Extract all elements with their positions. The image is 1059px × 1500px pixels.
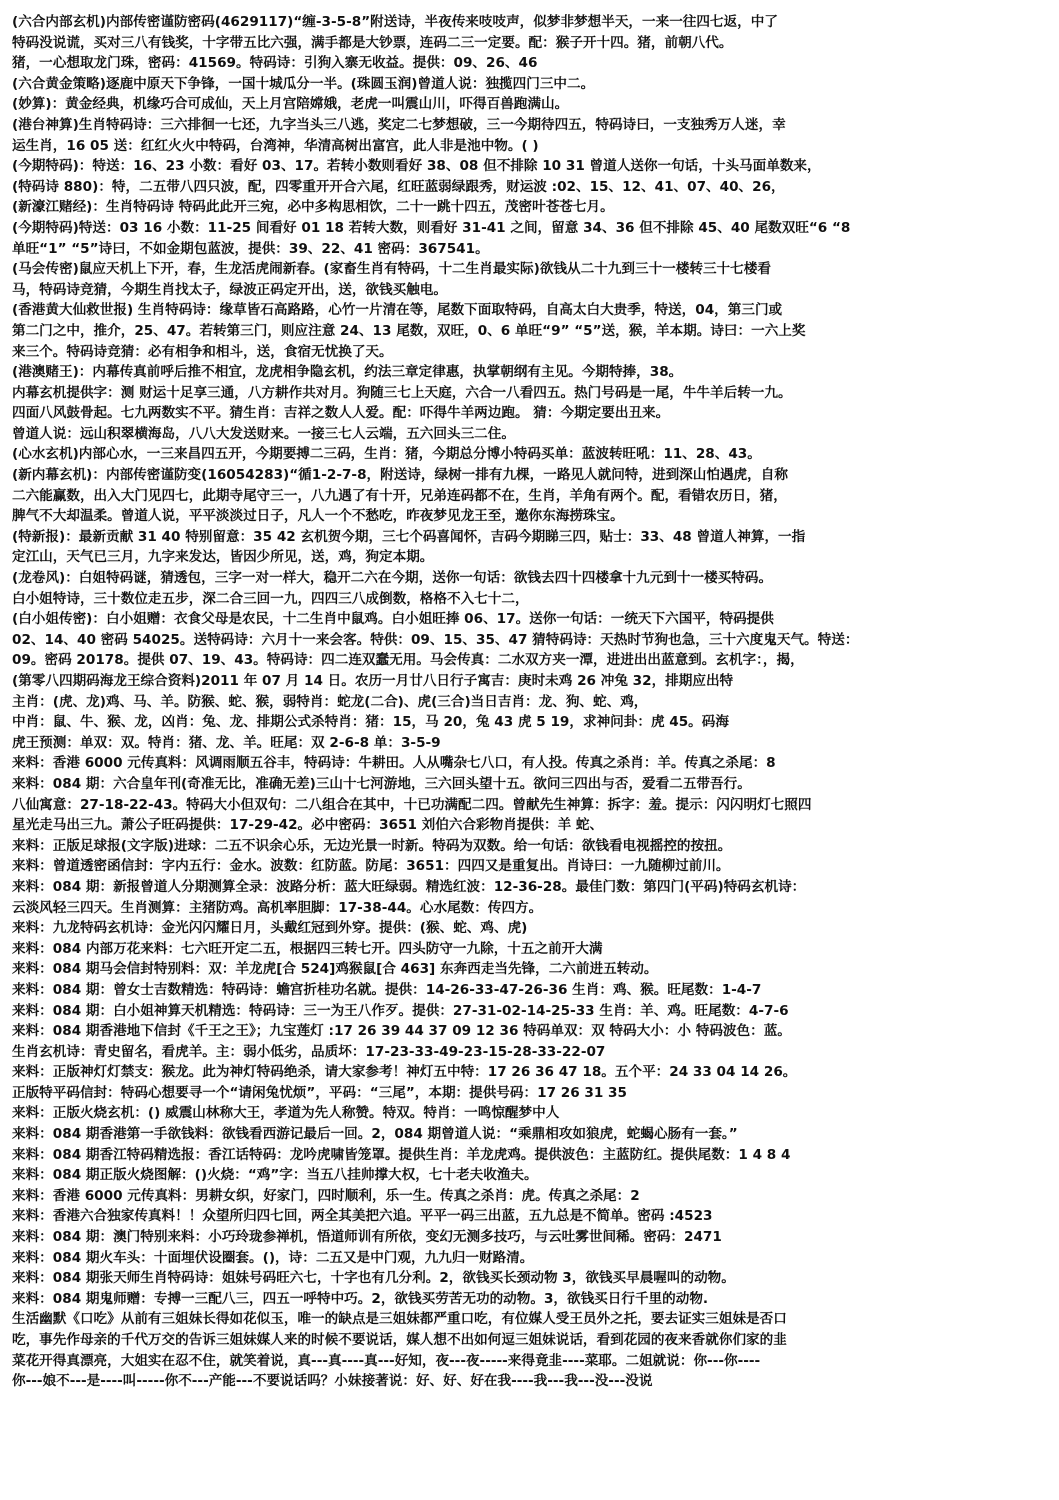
text-line: 脾气不大却温柔。曾道人说，平平淡淡过日子，凡人一个不愁吃，昨夜梦见龙王至，邀你东海捞珠宝。 (12, 508, 624, 525)
text-line: 来料：084 期：六合皇年刊(奇准无比，准确无差)三山十七河游地，三六回头望十五。欲问三四出与否，爱看二五带吾行。 (12, 775, 751, 792)
text-line: (特码诗 880)：特，二五带八四只波，配，四零重开开合六尾，红旺蓝弱绿跟秀，财运波 :02、15、12、41、07、40、26， (12, 178, 785, 195)
text-line: 白小姐特诗，三十数位走五步，深二合三回一九，四四三八成倒数，格格不入七十二， (12, 590, 529, 607)
text-line: 来料：084 期：澳门特别来料：小巧玲珑参禅机，悟道师训有所依，变幻无测多技巧，与云吐雾世间稀。密码：2471 (12, 1229, 722, 1246)
text-line: 09。密码 20178。提供 07、19、43。特码诗：四二连双蠢无用。马会传真：二水双方夹一潭，进进出出蓝意到。玄机字：，揭， (12, 652, 804, 669)
text-line: 星光走马出三九。萧公子旺码提供：17-29-42。必中密码：3651 刘伯六合彩物肖提供：羊 蛇、 (12, 817, 604, 834)
text-line: 中肖：鼠、牛、猴、龙，凶肖：兔、龙、排期公式杀特肖：猪：15，马 20，兔 43 虎 5 19，求神问卦：虎 45。码海 (12, 714, 729, 731)
text-line: (港澳赌王)：内幕传真前呼后推不相宜，龙虎相争隐玄机，约法三章定律惠，执掌朝纲有主见。今期特捧，38。 (12, 364, 683, 381)
text-line: 来料：香港 6000 元传真料：风调雨顺五谷丰，特码诗：牛耕田。人从嘴杂七八口，有人投。传真之杀肖：羊。传真之杀尾：8 (12, 755, 776, 772)
text-line: 马，特码诗竞猜，今期生肖找太子，绿波正码定开出，送，欲钱买触电。 (12, 281, 447, 298)
text-line: (妙算)：黄金经典，机缘巧合可成仙，天上月宫陪嫦娥，老虎一叫震山川，吓得百兽跑满山。 (12, 96, 569, 113)
text-line: (今期特码)特送：03 16 小数：11-25 间看好 01 18 若转大数，则看好 31-41 之间，留意 34、36 但不排除 45、40 尾数双旺“6 “8 (12, 219, 851, 236)
text-line: (六合内部玄机)内部传密谨防密码(4629117)“缠-3-5-8”附送诗，半夜传来吱吱声，似梦非梦想半天，一来一往四七返，中了 (12, 14, 778, 30)
text-line: 菜花开得真漂亮，大姐实在忍不住，就笑着说，真---真----真---好知，夜---夜-----来得竟韭----菜耶。二姐就说：你---你---- (12, 1352, 761, 1369)
text-line: 定江山，天气已三月，九字来发达，皆因少所见，送，鸡，狗定本期。 (12, 549, 434, 566)
text-line: 来料：084 期：白小姐神算天机精选：特码诗：三一为王八作歹。提供：27-31-02-14-25-33 生肖：羊、鸡。旺尾数：4-7-6 (12, 1002, 789, 1019)
text-line: 生肖玄机诗：青史留名，看虎羊。主：弱小低劣，品质坏：17-23-33-49-23-15-28-33-22-07 (12, 1043, 606, 1060)
text-line: 运生肖，16 05 送：红红火火中特码，台湾神，华清高树出富宫，此人非是池中物。( ) (12, 137, 539, 154)
text-line: 正版特平码信封：特码心想要寻一个“请闲兔忧烦”，平码：“三尾”，本期：提供号码：17 26 31 35 (12, 1084, 627, 1101)
text-line: 生活幽默《口吃》从前有三姐妹长得如花似玉，唯一的缺点是三姐妹都严重口吃，有位媒人受王员外之托，要去证实三姐妹是否口 (12, 1311, 787, 1328)
text-line: (马会传密)鼠应天机上下开，春，生龙活虎闹新春。(家畜生肖有特码，十二生肖最实际)欲钱从二十九到三十一楼转三十七楼看 (12, 261, 771, 278)
text-line: 八仙寓意：27-18-22-43。特码大小但双句：二八组合在其中，十已功满配二四。曾献先生神算：拆字：羞。提示：闪闪明灯七照四 (12, 796, 812, 813)
text-line: 二六能赢数，出入大门见四七，此期寺尾守三一，八九遇了有十开，兄弟连码都不在，生肖，羊角有两个。配，看错农历日，猪， (12, 487, 787, 504)
text-line: (新濠江赌经)：生肖特码诗 特码此此开三宛，必中多构思相饮，二十一跳十四五，茂密叶苍苍七月。 (12, 199, 614, 216)
text-line: 吃，事先作母亲的千代万交的告诉三姐妹媒人来的时候不要说话，媒人想不出如何逗三姐妹说话，看到花园的夜来香就你们家的韭 (12, 1332, 787, 1348)
text-line: 猪，一心想取龙门珠，密码：41569。特码诗：引狗入寨无收益。提供：09、26、46 (12, 55, 538, 72)
text-line: 特码没说谎，买对三八有钱奖，十字带五比六强，满手都是大钞票，连码二三一定要。配：猴子开十四。猪，前朝八代。 (12, 34, 733, 51)
text-line: 来料：084 期：曾女士吉数精选：特码诗：蟾宫折桂功名就。提供：14-26-33-47-26-36 生肖：鸡、猴。旺尾数：1-4-7 (12, 981, 762, 998)
text-line: 来料：084 期正版火烧图解：()火烧：“鸡”字：当五八挂帅撑大权，七十老夫收渔夫。 (12, 1167, 538, 1184)
text-line: (第零八四期码海龙王综合资料)2011 年 07 月 14 日。农历一月廿八日行子寓吉：庚时未鸡 26 冲兔 32，排期应出特 (12, 673, 734, 689)
text-line: (新内幕玄机)：内部传密谨防变(16054283)“循1-2-7-8，附送诗，绿树一排有九棵，一路见人就问特，进到深山怕遇虎，自称 (12, 467, 788, 484)
text-line: 02、14、40 密码 54025。送特码诗：六月十一来会客。特供：09、15、35、47 猜特码诗：天热时节狗也急，三十六度鬼天气。特送： (12, 631, 859, 648)
text-line: 来料：084 期香港第一手欲钱料：欲钱看西游记最后一回。2，084 期曾道人说：“乘鼎相攻如狼虎，蛇蝎心肠有一套。” (12, 1126, 738, 1143)
text-line: 来料：084 期：新报曾道人分期测算全录：波路分析：蓝大旺绿弱。精选红波：12-36-28。最佳门数：第四门(平码)特码玄机诗： (12, 878, 806, 895)
text-line: 内幕玄机提供字：测 财运十足享三通，八方耕作共对月。狗随三七上天庭，六合一八看四五。热门号码是一尾，牛牛羊后转一九。 (12, 384, 792, 401)
text-line: 来料：正版神灯灯禁支：猴龙。此为神灯特码绝杀，请大家参考！神灯五中特：17 26 36 47 18。五个平：24 33 04 14 26。 (12, 1064, 797, 1081)
text-line: (今期特码)：特送：16、23 小数：看好 03、17。若转小数则看好 38、08 但不排除 10 31 曾道人送你一句话，十头马面单数来， (12, 158, 821, 175)
text-line: 曾道人说：远山积翠横海岛，八八大发送财来。一接三七人云端，五六回头三二住。 (12, 425, 515, 442)
text-line: (白小姐传密)：白小姐赠：衣食父母是农民，十二生肖中鼠鸡。白小姐旺捧 06、17。送你一句话：一统天下六国平，特码提供 (12, 611, 774, 628)
text-line: 你---娘不---是----叫-----你不---产能---不要说话吗？小妹接著说：好、好、好在我----我---我---没---没说 (12, 1373, 653, 1390)
text-line: 来料：正版足球报(文字版)进球：二五不识余心乐，无边光景一时新。特码为双数。给一句话：欲钱看电视摇控的按扭。 (12, 837, 732, 854)
text-line: 虎王预测：单双：双。特肖：猪、龙、羊。旺尾：双 2-6-8 单：3-5-9 (12, 734, 441, 751)
text-line: 单旺“1” “5”诗曰，不如金期包蓝波，提供：39、22、41 密码：367541。 (12, 240, 489, 257)
text-line: (心水玄机)内部心水，一三来昌四五开，今期要搏二三码，生肖：猪，今期总分博小特码买单：蓝波转旺吼：11、28、43。 (12, 446, 761, 463)
text-line: 四面八风鼓骨起。七九两数实不平。猜生肖：吉祥之数人人爱。配：吓得牛羊两边跑。 猜：今期定要出丑来。 (12, 405, 670, 422)
text-line: 来料：084 期火车头：十面埋伏设圈套。()，诗：二五又是中门观，九九归一财路清。 (12, 1249, 534, 1266)
text-line: 来料：正版火烧玄机：() 威震山林称大王，孝道为先人称赞。特双。特肖：一鸣惊醒梦中人 (12, 1105, 560, 1122)
text-line: 来料：084 期马会信封特别料：双：羊龙虎[合 524]鸡猴鼠[合 463] 东奔西走当先锋，二六前进五转动。 (12, 961, 658, 978)
text-line: 主肖：(虎、龙)鸡、马、羊。防猴、蛇、猴，弱特肖：蛇龙(二合)、虎(三合)当日吉肖：龙、狗、蛇、鸡， (12, 693, 648, 710)
text-line: 来料：084 内部万花来料：七六旺开定二五，根据四三转七开。四头防守一九除，十五之前开大满 (12, 940, 603, 957)
text-line: 来料：香港六合独家传真料！！众望所归四七回，两全其美把六追。平平一码三出蓝，五九总是不简单。密码 :4523 (12, 1208, 713, 1225)
text-line: 来料：084 期张天师生肖特码诗：姐妹号码旺六七，十字也有几分利。2，欲钱买长颈动物 3，欲钱买早晨喔叫的动物。 (12, 1270, 735, 1287)
text-line: 来料：084 期香港地下信封《千王之王》；九宝莲灯 :17 26 39 44 37 09 12 36 特码单双：双 特码大小：小 特码波色：蓝。 (12, 1023, 791, 1040)
text-line: 第二门之中，推介，25、47。若转第三门，则应注意 24、13 尾数，双旺，0、6 单旺“9” “5”送，猴，羊本期。诗曰：一六上奖 (12, 322, 806, 339)
text-line: 来料：084 期香江特码精选报：香江话特码：龙吟虎啸皆笼罩。提供生肖：羊龙虎鸡。提供波色：主蓝防红。提供尾数：1 4 8 4 (12, 1146, 791, 1163)
text-line: 来料：香港 6000 元传真料：男耕女织，好家门，四时顺利，乐一生。传真之杀肖：虎。传真之杀尾：2 (12, 1187, 640, 1204)
text-line: (六合黄金策略)逐鹿中原天下争锋，一国十城瓜分一半。(珠圆玉润)曾道人说：独揽四门三中二。 (12, 75, 595, 92)
text-line: 来料：曾道透密函信封：字内五行：金水。波数：红防蓝。防尾：3651：四四又是重复出。肖诗曰：一九随柳过前川。 (12, 858, 730, 875)
text-line: 云淡风轻三四天。生肖测算：主猪防鸡。高机率胆脚：17-38-44。心水尾数：传四方。 (12, 899, 543, 916)
text-line: (香港黄大仙救世报) 生肖特码诗：缘草皆石高路路，心竹一片清在等，尾数下面取特码，自高太白大贵季，特送，04，第三门或 (12, 302, 783, 319)
text-line: 来料：084 期鬼师赠：专搏一三配八三，四五一呼特中巧。2，欲钱买劳苦无功的动物。3，欲钱买日行千里的动物. (12, 1290, 709, 1307)
text-line: (港台神算)生肖特码诗：三六排徊一七还，九字当头三八逃，奖定二七梦想破，三一今期待四五，特码诗曰，一支独秀万人迷，幸 (12, 116, 786, 133)
text-line: 来料：九龙特码玄机诗：金光闪闪耀日月，头戴红冠到外穿。提供：(猴、蛇、鸡、虎) (12, 920, 528, 937)
text-line: 来三个。特码诗竞猜：必有相争和相斗，送，食宿无忧换了天。 (12, 343, 393, 360)
text-line: (龙卷风)：白姐特码谜，猜透包，三字一对一样大，稳开二六在今期，送你一句话：欲钱去四十四楼拿十九元到十一楼买特码。 (12, 570, 773, 587)
text-line: (特新报)：最新贡献 31 40 特别留意：35 42 玄机贺今期，三七个码喜闻怀，吉码今期睇三四，贴士：33、48 曾道人神算，一指 (12, 528, 806, 545)
